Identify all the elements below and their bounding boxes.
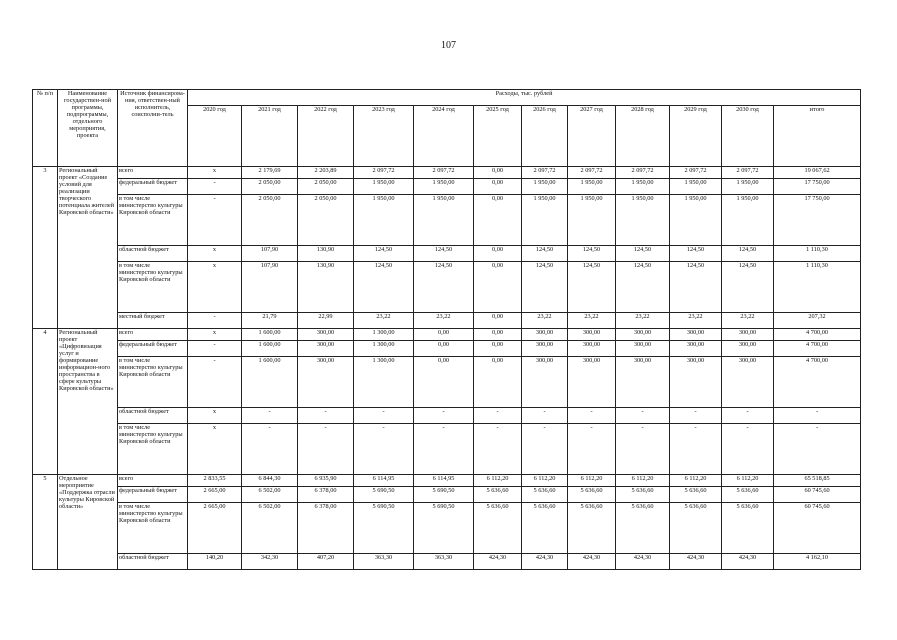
row-value: 5 636,60 [474,503,522,554]
row-source: областной бюджет [118,408,188,424]
row-value: 0,00 [414,357,474,408]
row-value: 0,00 [474,195,522,246]
row-value: 300,00 [670,329,722,341]
row-value: 23,22 [414,313,474,329]
row-source: областной бюджет [118,554,188,570]
row-value: 424,30 [474,554,522,570]
row-value: 6 112,20 [568,475,616,487]
row-value: 300,00 [616,357,670,408]
row-value: 124,50 [522,262,568,313]
row-value: 2 050,00 [242,195,298,246]
row-value: 124,50 [414,246,474,262]
row-source: всего [118,329,188,341]
row-value: 2 833,55 [188,475,242,487]
row-value: 0,00 [414,329,474,341]
row-value: 19 067,62 [774,167,861,179]
row-value: - [242,424,298,475]
row-value: 107,90 [242,262,298,313]
header-year: 2022 год [298,106,354,167]
row-value: 363,30 [414,554,474,570]
row-value: - [774,408,861,424]
header-year: 2020 год [188,106,242,167]
row-value: 1 300,00 [354,329,414,341]
row-value: 2 203,89 [298,167,354,179]
row-value: 1 950,00 [354,179,414,195]
row-value: 1 950,00 [354,195,414,246]
row-value: 2 097,72 [670,167,722,179]
row-value: 6 112,20 [670,475,722,487]
row-value: 22,99 [298,313,354,329]
row-value: 130,90 [298,262,354,313]
row-value: 5 636,60 [522,487,568,503]
row-value: 0,00 [474,329,522,341]
row-value: - [568,424,616,475]
row-value: 1 950,00 [568,179,616,195]
header-expenses: Расходы, тыс. рублей [188,90,861,106]
row-value: 5 636,60 [474,487,522,503]
row-value: - [722,408,774,424]
row-value: 5 690,50 [354,503,414,554]
row-value: 1 110,30 [774,246,861,262]
row-value: 300,00 [522,329,568,341]
row-value: 124,50 [670,262,722,313]
row-value: - [522,408,568,424]
row-value: 23,22 [616,313,670,329]
page-number: 107 [441,40,456,51]
row-value: 1 300,00 [354,357,414,408]
row-value: 300,00 [670,341,722,357]
row-value: х [188,329,242,341]
row-value: 0,00 [474,246,522,262]
row-value: 4 700,00 [774,341,861,357]
row-value: - [522,424,568,475]
budget-table [32,89,861,570]
header-year: 2030 год [722,106,774,167]
row-value: 6 378,00 [298,487,354,503]
row-source: в том числе министерство культуры Кировской области [118,262,188,313]
header-row [33,90,861,106]
row-source: всего [118,167,188,179]
table-row [33,424,861,475]
row-value: 2 179,69 [242,167,298,179]
row-value: 1 950,00 [414,179,474,195]
row-value: 23,22 [568,313,616,329]
row-value: 5 636,60 [568,503,616,554]
row-value: х [188,262,242,313]
row-value: 1 110,30 [774,262,861,313]
row-value: - [568,408,616,424]
row-value: - [188,179,242,195]
header-year: 2021 год [242,106,298,167]
row-value: 23,22 [522,313,568,329]
row-value: 0,00 [414,341,474,357]
row-value: 124,50 [616,246,670,262]
row-value: 5 636,60 [670,487,722,503]
row-value: 2 097,72 [522,167,568,179]
row-value: х [188,246,242,262]
table-row [33,262,861,313]
row-value: 0,00 [474,167,522,179]
row-value: х [188,424,242,475]
header-year: 2023 год [354,106,414,167]
row-value: 65 518,85 [774,475,861,487]
row-value: 1 950,00 [722,195,774,246]
row-value: 124,50 [522,246,568,262]
table-row [33,487,861,503]
row-value: 2 097,72 [616,167,670,179]
row-value: 0,00 [474,341,522,357]
row-value: 1 600,00 [242,329,298,341]
row-value: 0,00 [474,313,522,329]
row-value: - [298,408,354,424]
row-value: 2 665,00 [188,503,242,554]
row-value: 5 636,60 [722,503,774,554]
row-value: 5 636,60 [616,503,670,554]
row-value: 124,50 [568,246,616,262]
row-value: 300,00 [298,357,354,408]
row-value: 1 950,00 [670,179,722,195]
row-value: х [188,408,242,424]
row-value: - [474,408,522,424]
row-value: 5 690,50 [414,487,474,503]
row-value: 2 097,72 [722,167,774,179]
row-source: в том числе министерство культуры Кировской области [118,503,188,554]
row-name: Отдельное мероприятие «Поддержка отрасли культуры Кировской области» [58,475,118,570]
table-row [33,195,861,246]
row-value: 300,00 [568,357,616,408]
row-value: 6 114,95 [414,475,474,487]
header-year: 2029 год [670,106,722,167]
row-value: 2 050,00 [242,179,298,195]
row-value: 17 750,00 [774,179,861,195]
row-name: Региональный проект «Создание условий для реализации творческого потенциала жителей Кировской области» [58,167,118,329]
row-value: 407,20 [298,554,354,570]
row-value: 124,50 [354,246,414,262]
row-number: 3 [33,167,58,329]
row-value: 0,00 [474,262,522,313]
row-source: местный бюджет [118,313,188,329]
table-body [33,90,861,570]
row-source: в том числе министерство культуры Кировской области [118,195,188,246]
row-value: 107,90 [242,246,298,262]
row-value: - [670,424,722,475]
row-value: 6 112,20 [522,475,568,487]
row-value: - [298,424,354,475]
row-value: 424,30 [722,554,774,570]
row-value: - [414,424,474,475]
row-value: 4 700,00 [774,357,861,408]
header-num: № п/п [33,90,58,167]
row-value: 1 950,00 [616,195,670,246]
row-value: 124,50 [722,246,774,262]
row-value: 2 097,72 [414,167,474,179]
row-value: 6 502,00 [242,503,298,554]
table-row [33,329,861,341]
table-row [33,179,861,195]
row-value: 0,00 [474,357,522,408]
row-value: - [188,195,242,246]
row-value: 300,00 [298,329,354,341]
row-value: 300,00 [568,329,616,341]
row-value: 5 636,60 [616,487,670,503]
table-row [33,341,861,357]
row-value: 6 112,20 [616,475,670,487]
row-value: 2 050,00 [298,195,354,246]
row-value: 300,00 [722,341,774,357]
row-value: 1 950,00 [522,179,568,195]
row-value: - [414,408,474,424]
row-source: в том числе министерство культуры Кировской области [118,424,188,475]
row-value: 6 378,00 [298,503,354,554]
row-value: 4 700,00 [774,329,861,341]
row-value: 6 114,95 [354,475,414,487]
table-row [33,167,861,179]
row-value: 1 950,00 [414,195,474,246]
row-value: 23,22 [722,313,774,329]
row-value: 300,00 [722,357,774,408]
row-name: Региональный проект «Цифровизация услуг и формирование информацион-ного пространства в сфере культуры Кировской области» [58,329,118,475]
row-value: 6 935,90 [298,475,354,487]
row-value: - [354,408,414,424]
row-value: 342,30 [242,554,298,570]
row-value: 17 750,00 [774,195,861,246]
header-source: Источник финансирова-ния, ответствен-ный исполнитель, соисполни-тель [118,90,188,167]
row-value: 60 745,60 [774,503,861,554]
row-value: 300,00 [722,329,774,341]
row-number: 5 [33,475,58,570]
row-value: 300,00 [616,329,670,341]
header-year: 2024 год [414,106,474,167]
header-year: 2027 год [568,106,616,167]
row-value: 5 636,60 [568,487,616,503]
table-row [33,503,861,554]
row-value: 300,00 [616,341,670,357]
row-value: 124,50 [414,262,474,313]
table-row [33,313,861,329]
row-value: 300,00 [522,357,568,408]
row-value: 1 950,00 [568,195,616,246]
row-value: 1 950,00 [522,195,568,246]
table-row [33,408,861,424]
row-value: 300,00 [298,341,354,357]
row-source: областной бюджет [118,246,188,262]
row-value: - [616,424,670,475]
row-value: 6 844,30 [242,475,298,487]
row-value: 2 097,72 [354,167,414,179]
row-value: 140,20 [188,554,242,570]
row-value: 23,22 [670,313,722,329]
row-source: всего [118,475,188,487]
row-value: - [188,357,242,408]
row-value: 363,30 [354,554,414,570]
row-value: 130,90 [298,246,354,262]
row-source: федеральный бюджет [118,179,188,195]
row-value: 1 950,00 [722,179,774,195]
row-value: - [616,408,670,424]
row-value: 207,32 [774,313,861,329]
row-value: 124,50 [354,262,414,313]
row-value: 1 950,00 [616,179,670,195]
row-value: 424,30 [616,554,670,570]
row-value: 124,50 [722,262,774,313]
row-value: - [722,424,774,475]
row-value: 5 636,60 [670,503,722,554]
row-value: - [474,424,522,475]
row-value: 124,50 [568,262,616,313]
row-value: 0,00 [474,179,522,195]
row-source: федеральный бюджет [118,487,188,503]
row-value: 5 636,60 [522,503,568,554]
row-value: 424,30 [568,554,616,570]
row-value: 124,50 [616,262,670,313]
row-value: 1 950,00 [670,195,722,246]
row-source: в том числе министерство культуры Кировской области [118,357,188,408]
row-value: 300,00 [568,341,616,357]
row-value: 4 162,10 [774,554,861,570]
row-value: 2 050,00 [298,179,354,195]
header-year: 2026 год [522,106,568,167]
row-value: 60 745,60 [774,487,861,503]
row-value: х [188,167,242,179]
table-row [33,554,861,570]
row-value: 424,30 [670,554,722,570]
row-value: 21,79 [242,313,298,329]
table-row [33,357,861,408]
header-year: итого [774,106,861,167]
row-value: 2 665,00 [188,487,242,503]
table-row [33,246,861,262]
row-value: 124,50 [670,246,722,262]
header-year: 2025 год [474,106,522,167]
row-value: 6 112,20 [722,475,774,487]
row-value: - [188,341,242,357]
row-value: - [354,424,414,475]
row-source: федеральный бюджет [118,341,188,357]
table-row [33,475,861,487]
row-value: - [774,424,861,475]
row-value: 5 690,50 [354,487,414,503]
row-value: 1 600,00 [242,357,298,408]
row-value: 5 690,50 [414,503,474,554]
row-value: 6 112,20 [474,475,522,487]
row-value: 300,00 [670,357,722,408]
header-name: Наименование государствен-ной программы, подпрограммы, отдельного мероприятия, проекта [58,90,118,167]
row-value: - [242,408,298,424]
row-value: 300,00 [522,341,568,357]
row-value: - [670,408,722,424]
row-value: 23,22 [354,313,414,329]
row-value: 1 600,00 [242,341,298,357]
row-value: 1 300,00 [354,341,414,357]
row-value: 6 502,00 [242,487,298,503]
row-value: 2 097,72 [568,167,616,179]
row-value: 424,30 [522,554,568,570]
row-value: - [188,313,242,329]
header-year: 2028 год [616,106,670,167]
row-number: 4 [33,329,58,475]
row-value: 5 636,60 [722,487,774,503]
